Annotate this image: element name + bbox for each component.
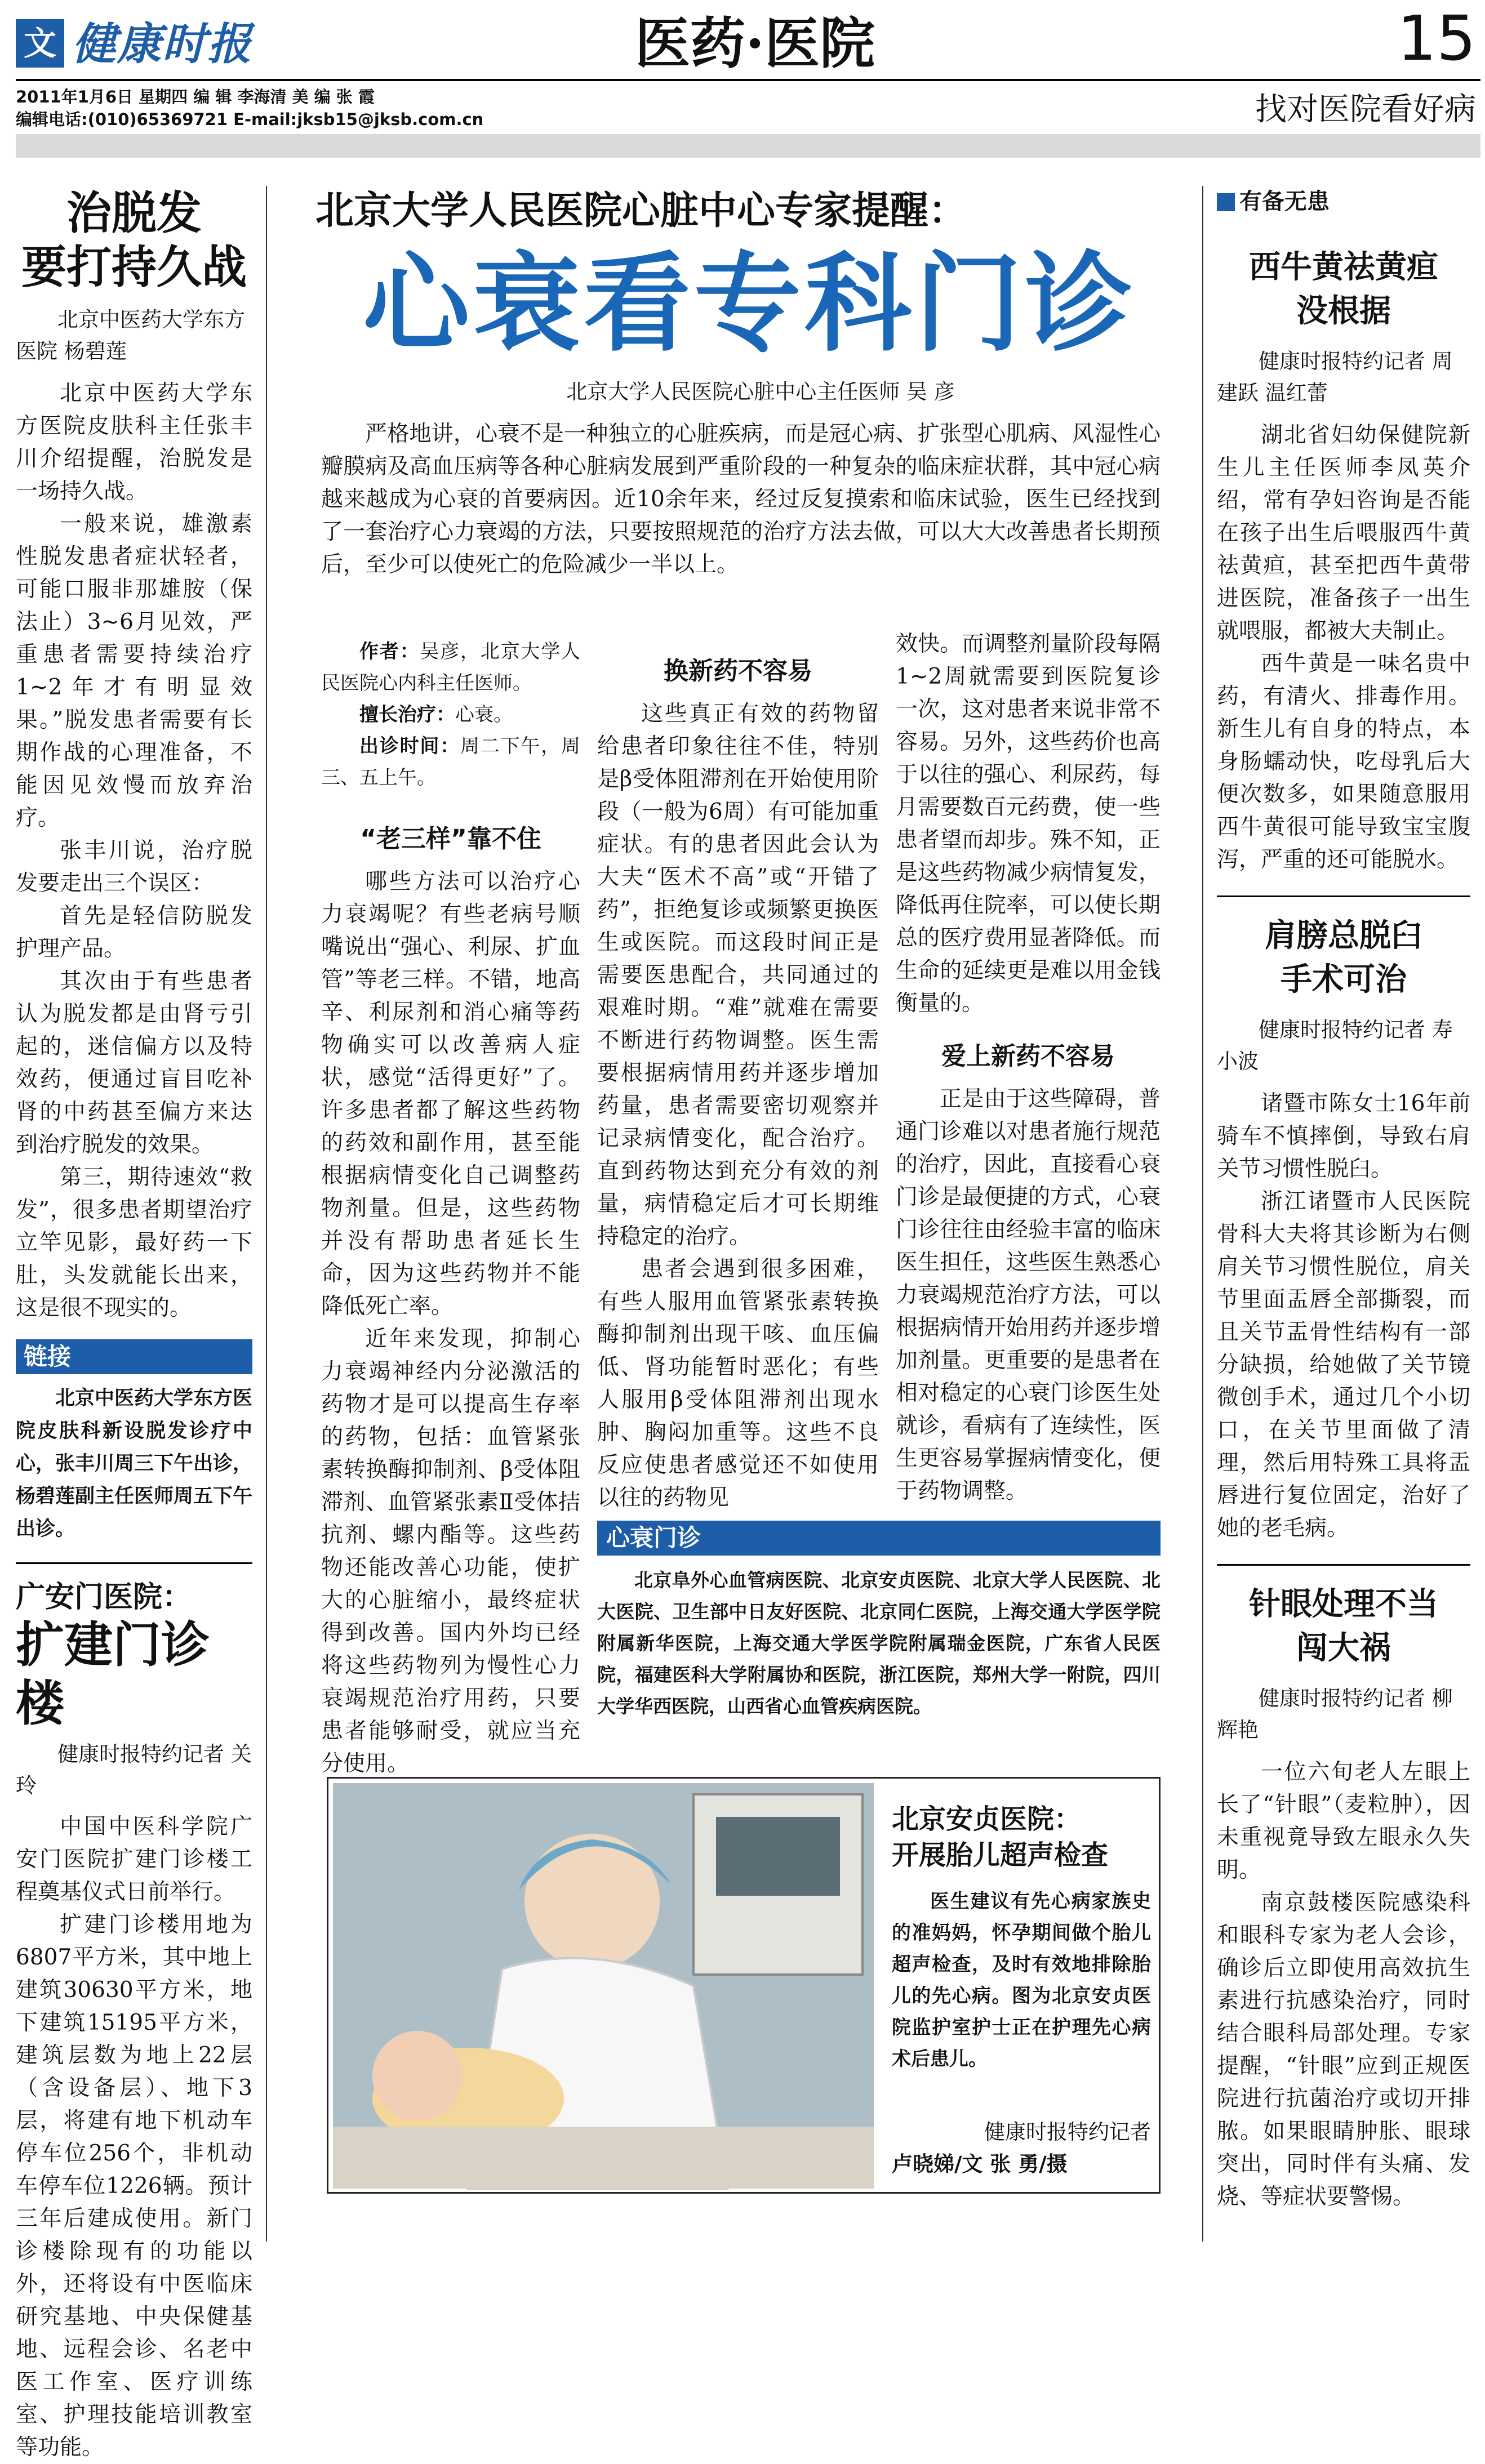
paragraph: 湖北省妇幼保健院新生儿主任医师李凤英介绍，常有孕妇咨询是否能在孩子出生后喂服西牛黄祛黄疸，甚至把西牛黄带进医院，准备孩子一出生就喂服，都被大夫制止。: [1217, 422, 1470, 644]
paragraph: 诸暨市陈女士16年前骑车不慎摔倒，导致右肩关节习惯性脱臼。: [1217, 1091, 1470, 1182]
main-byline: 北京大学人民医院心脏中心主任医师 吴 彦: [566, 380, 955, 404]
paragraph: 患者会遇到很多困难，有些人服用血管紧张素转换酶抑制剂出现干咳、血压偏低、肾功能暂时恶化；有些人服用β受体阻滞剂出现水肿、胸闷加重等。这些不良反应使患者感觉还不如使用以往的药物见: [597, 1256, 879, 1511]
right-article1-body: [1217, 419, 1470, 876]
right-article1-title: [1217, 246, 1470, 333]
left-article1-body: [16, 377, 252, 1325]
right-article2-byline: 健康时报特约记者 寿小波: [1217, 1018, 1453, 1073]
right-article3-title-line2: 闯大祸: [1296, 1630, 1391, 1667]
clinic-line: [321, 730, 580, 794]
logo-text: 健康时报: [72, 19, 253, 70]
left-article2-kicker: 广安门医院：: [16, 1580, 192, 1614]
section3-body: [896, 1083, 1161, 1508]
right-article3-body: [1217, 1756, 1470, 2213]
right-article1-title-line2: 没根据: [1296, 293, 1391, 329]
main-kicker: 北京大学人民医院心脏中心专家提醒：: [315, 189, 967, 233]
photo-illustration: [333, 1783, 874, 2189]
right-divider-1: [1217, 895, 1470, 897]
photo-credit: [892, 2117, 1151, 2180]
left-article1-title-line2: 要打持久战: [21, 240, 247, 293]
paragraph: 其次由于有些患者认为脱发都是由肾亏引起的，迷信偏方以及特效药，便通过盲目吃补肾的中药甚至偏方来达到治疗脱发的效果。: [16, 969, 252, 1157]
right-article2-title: [1217, 914, 1470, 1002]
specialty-value: 心衰。: [455, 703, 513, 726]
author-line: [321, 636, 580, 699]
section2-continued: 效快。而调整剂量阶段每隔1~2周就需要到医院复诊一次，这对患者来说非常不容易。另外，这些药价也高于以往的强心、利尿药，每月需要数百元药费，使一些患者望而却步。殊不知，正是这些药物减少病情复发，降低再住院率，可以使长期总的医疗费用显著降低。而生命的延续更是难以用金钱衡量的。: [896, 631, 1161, 1016]
logo: [16, 17, 297, 73]
main-lead: 严格地讲，心衰不是一种独立的心脏疾病，而是冠心病、扩张型心肌病、风湿性心瓣膜病及高血压病等各种心脏病发展到严重阶段的一种复杂的临床症状群，其中冠心病越来越成为心衰的首要病因。近10余年来，经过反复摸索和临床试验，医生已经找到了一套治疗心力衰竭的方法，只要按照规范的治疗方法去做，可以大大改善患者长期预后，至少可以使死亡的危险减少一半以上。: [321, 421, 1161, 577]
clinic-value: 周二下午，周三、五上午。: [321, 735, 580, 789]
right-column-rule: [1202, 186, 1203, 2242]
masthead-band: [16, 134, 1480, 158]
clinic-box-label: 心衰门诊: [597, 1521, 1161, 1556]
section1-heading: “老三样”靠不住: [360, 825, 541, 853]
nurse-baby-photo: [333, 1783, 874, 2189]
paragraph: 这些真正有效的药物留给患者印象往往不佳，特别是β受体阻滞剂在开始使用阶段（一般为6周）有可能加重症状。有的患者因此会认为大夫“医术不高”或“开错了药”，拒绝复诊或频繁更换医生或医院。而这段时间正是需要医患配合，共同通过的艰难时期。“难”就难在需要不断进行药物调整。医生需要根据病情用药并逐步增加药量，患者需要密切观察并记录病情变化，配合治疗。直到药物达到充分有效的剂量，病情稳定后才可长期维持稳定的治疗。: [597, 701, 879, 1249]
section1-body: [321, 866, 580, 1780]
photo-credit-line1: 健康时报特约记者: [984, 2120, 1151, 2144]
left-article2-title: 扩建门诊楼: [16, 1616, 210, 1732]
main-headline: 心衰看专科门诊: [362, 242, 1136, 366]
masthead: [0, 0, 1485, 163]
photo-story: [327, 1777, 1161, 2194]
main-column-1: [321, 628, 580, 1780]
clinic-label: 出诊时间：: [359, 735, 460, 758]
paragraph: 第三，期待速效“救发”，很多患者期望治疗立竿见影，最好药一下肚，头发就能长出来，这是很不现实的。: [16, 1165, 252, 1321]
left-column-rule: [266, 186, 267, 2242]
doctor-box: [321, 636, 580, 794]
contact-line: 编辑电话:(010)65369721 E-mail:jksb15@jksb.com.cn: [16, 110, 484, 129]
section2-body: [597, 698, 879, 1514]
left-article1-title: [16, 186, 252, 294]
right-column: [1217, 186, 1470, 2213]
section2-heading: 换新药不容易: [664, 657, 812, 685]
paragraph: 扩建门诊楼用地为6807平方米，其中地上建筑30630平方米，地下建筑15195平方米，建筑层数为地上22层（含设备层）、地下3层，将建有地下机动车停车位256个，非机动车停车位1226辆。预计三年后建成使用。新门诊楼除现有的功能以外，还将设有中医临床研究基地、中央保健基地、远程会诊、名老中医工作室、医疗训练室、护理技能培训教室等功能。: [16, 1912, 252, 2460]
left-article2-body: [16, 1811, 252, 2464]
paragraph: 近年来发现，抑制心力衰竭神经内分泌激活的药物才是可以提高生存率的药物，包括：血管紧张素转换酶抑制剂、β受体阻滞剂、血管紧张素Ⅱ受体拮抗剂、螺内酯等。这些药物还能改善心功能，使扩大的心脏缩小，最终症状得到改善。国内外均已经将这些药物列为慢性心力衰竭规范治疗用药，只要患者能够耐受，就应当充分使用。: [321, 1326, 580, 1776]
right-article1-title-line1: 西牛黄祛黄疸: [1249, 249, 1438, 286]
main-column-2: [597, 628, 879, 1514]
paragraph: 南京鼓楼医院感染科和眼科专家为老人会诊，确诊后立即使用高效抗生素进行抗感染治疗，同时结合眼科局部处理。专家提醒，“针眼”应到正规医院进行抗菌治疗或切开排脓。如果眼睛肿胀、眼球突出，同时伴有头痛、发烧、等症状要警惕。: [1217, 1890, 1470, 2209]
main-column-3: [896, 628, 1161, 1508]
column-label: [1217, 186, 1470, 217]
right-article2-title-line1: 肩膀总脱臼: [1265, 917, 1422, 954]
paragraph: 哪些方法可以治疗心力衰竭呢？有些老病号顺嘴说出“强心、利尿、扩血管”等老三样。不错，地高辛、利尿剂和消心痛等药物确实可以改善病人症状，感觉“活得更好”了。许多患者都了解这些药物的药效和副作用，甚至能根据病情变化自己调整药物剂量。但是，这些药物并没有帮助患者延长生命，因为这些药物并不能降低死亡率。: [321, 869, 580, 1319]
paragraph: 正是由于这些障碍，普通门诊难以对患者施行规范的治疗，因此，直接看心衰门诊是最便捷的方式，心衰门诊往往由经验丰富的临床医生担任，这些医生熟悉心力衰竭规范治疗方法，可以根据病情开始用药并逐步增加剂量。更重要的是患者在相对稳定的心衰门诊医生处就诊，看病有了连续性，医生更容易掌握病情变化，便于药物调整。: [896, 1086, 1161, 1504]
link-box-label: 链接: [16, 1339, 252, 1374]
right-divider-2: [1217, 1564, 1470, 1566]
section-title: 医药·医院: [634, 11, 875, 76]
right-article3-title: [1217, 1583, 1470, 1670]
photo-story-title-line1: 北京安贞医院：: [892, 1803, 1082, 1835]
author-label: 作者：: [359, 640, 420, 663]
logo-mark-icon: 文: [16, 19, 64, 68]
clinic-box: [597, 1521, 1161, 1722]
right-article3-title-line1: 针眼处理不当: [1249, 1586, 1438, 1623]
clinic-box-text: 北京阜外心血管病医院、北京安贞医院、北京大学人民医院、北大医院、卫生部中日友好医院、北京同仁医院，上海交通大学医学院附属新华医院，上海交通大学医学院附属瑞金医院，广东省人民医院，福建医科大学附属协和医院，浙江医院，郑州大学一附院，四川大学华西医院，山西省心血管疾病医院。: [597, 1569, 1161, 1717]
page-number: 15: [1397, 2, 1476, 74]
paragraph: 浙江诸暨市人民医院骨科大夫将其诊断为右侧肩关节习惯性脱位，肩关节里面盂唇全部撕裂，而且关节盂骨性结构有一部分缺损，给她做了关节镜微创手术，通过几个小切口，在关节里面做了清理，然后用特殊工具将盂唇进行复位固定，治好了她的老毛病。: [1217, 1189, 1470, 1541]
photo-story-title: [892, 1801, 1151, 1873]
photo-caption: 医生建议有先心病家族史的准妈妈，怀孕期间做个胎儿超声检查，及时有效地排除胎儿的先心病。图为北京安贞医院监护室护士正在护理先心病术后患儿。: [892, 1890, 1151, 2070]
photo-credit-line2: 卢晓娣/文 张 勇/摄: [892, 2151, 1068, 2176]
date-line: 2011年1月6日 星期四 编 辑 李海清 美 编 张 霞: [16, 87, 375, 106]
right-article3-byline: 健康时报特约记者 柳辉艳: [1217, 1686, 1453, 1742]
left-column: [16, 186, 252, 2464]
section3-heading: 爱上新药不容易: [941, 1042, 1115, 1071]
right-article1-byline: 健康时报特约记者 周建跃 温红蕾: [1217, 349, 1453, 405]
slogan: 找对医院看好病: [1255, 91, 1476, 128]
specialty-line: [321, 699, 580, 730]
column-label-text: 有备无患: [1239, 189, 1330, 215]
right-article2-title-line2: 手术可治: [1281, 961, 1407, 998]
left-article1-title-line1: 治脱发: [66, 186, 202, 239]
masthead-rule: [16, 79, 1480, 81]
left-article1-byline: 北京中医药大学东方医院 杨碧莲: [16, 308, 245, 363]
paragraph: 一般来说，雄激素性脱发患者症状轻者，可能口服非那雄胺（保法止）3~6月见效，严重患者需要持续治疗1~2年才有明显效果。”脱发患者需要有长期作战的心理准备，不能因见效慢而放弃治疗。: [16, 511, 252, 831]
paragraph: 西牛黄是一味名贵中药，有清火、排毒作用。新生儿有自身的特点，本身肠蠕动快，吃母乳后大便次数多，如果随意服用西牛黄很可能导致宝宝腹泻，严重的还可能脱水。: [1217, 651, 1470, 872]
column-label-square-icon: [1217, 193, 1235, 211]
paragraph: 张丰川说，治疗脱发要走出三个误区：: [16, 838, 252, 896]
left-article2-byline: 健康时报特约记者 关 玲: [16, 1742, 252, 1798]
right-article2-body: [1217, 1088, 1470, 1545]
paragraph: 首先是轻信防脱发护理产品。: [16, 903, 252, 961]
link-box-text: 北京中医药大学东方医院皮肤科新设脱发诊疗中心，张丰川周三下午出诊，杨碧莲副主任医师周五下午出诊。: [16, 1387, 253, 1540]
paragraph: 一位六旬老人左眼上长了“针眼”（麦粒肿），因未重视竟导致左眼永久失明。: [1217, 1759, 1470, 1883]
paragraph: 北京中医药大学东方医院皮肤科主任张丰川介绍提醒，治脱发是一场持久战。: [16, 381, 252, 504]
author-value: 吴彦，北京大学人民医院心内科主任医师。: [321, 640, 581, 694]
paragraph: 中国中医科学院广安门医院扩建门诊楼工程奠基仪式日前举行。: [16, 1814, 252, 1905]
specialty-label: 擅长治疗：: [359, 703, 455, 726]
photo-story-title-line2: 开展胎儿超声检查: [892, 1839, 1109, 1871]
left-divider: [16, 1562, 252, 1564]
